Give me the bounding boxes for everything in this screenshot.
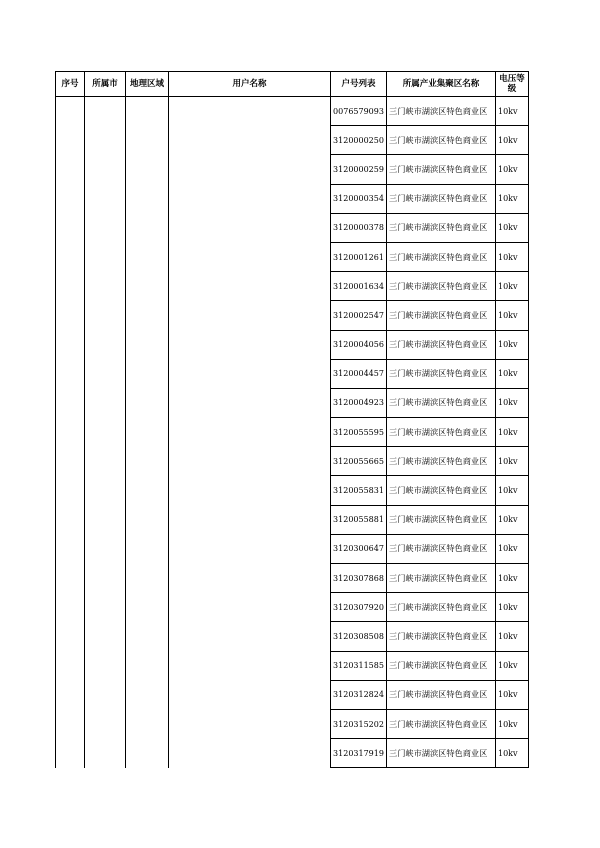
account-number: 3120300647 bbox=[331, 534, 387, 563]
voltage-level: 10kv bbox=[496, 126, 529, 155]
header-user-name: 用户名称 bbox=[169, 72, 331, 97]
voltage-level: 10kv bbox=[496, 242, 529, 271]
account-number: 3120004056 bbox=[331, 330, 387, 359]
account-number: 3120000259 bbox=[331, 155, 387, 184]
park-name: 三门峡市湖滨区特色商业区 bbox=[387, 680, 496, 709]
header-park-name: 所属产业集聚区名称 bbox=[387, 72, 496, 97]
account-number: 3120311585 bbox=[331, 651, 387, 680]
account-number: 3120002547 bbox=[331, 301, 387, 330]
table-row bbox=[56, 97, 529, 126]
voltage-level: 10kv bbox=[496, 97, 529, 126]
account-number: 3120000250 bbox=[331, 126, 387, 155]
account-number: 3120055665 bbox=[331, 447, 387, 476]
park-name: 三门峡市湖滨区特色商业区 bbox=[387, 213, 496, 242]
account-number: 3120312824 bbox=[331, 680, 387, 709]
park-name: 三门峡市湖滨区特色商业区 bbox=[387, 739, 496, 768]
account-number: 3120001261 bbox=[331, 242, 387, 271]
voltage-level: 10kv bbox=[496, 709, 529, 738]
voltage-level: 10kv bbox=[496, 272, 529, 301]
voltage-level: 10kv bbox=[496, 388, 529, 417]
voltage-level: 10kv bbox=[496, 184, 529, 213]
merged-cell-seq bbox=[56, 97, 85, 768]
voltage-level: 10kv bbox=[496, 418, 529, 447]
park-name: 三门峡市湖滨区特色商业区 bbox=[387, 126, 496, 155]
account-list-sheet bbox=[55, 71, 529, 768]
park-name: 三门峡市湖滨区特色商业区 bbox=[387, 301, 496, 330]
park-name: 三门峡市湖滨区特色商业区 bbox=[387, 505, 496, 534]
park-name: 三门峡市湖滨区特色商业区 bbox=[387, 184, 496, 213]
park-name: 三门峡市湖滨区特色商业区 bbox=[387, 418, 496, 447]
voltage-level: 10kv bbox=[496, 155, 529, 184]
voltage-level: 10kv bbox=[496, 593, 529, 622]
merged-cell-region bbox=[126, 97, 169, 768]
merged-cell-user-name bbox=[169, 97, 331, 768]
account-number: 3120004923 bbox=[331, 388, 387, 417]
account-number: 3120307920 bbox=[331, 593, 387, 622]
voltage-level: 10kv bbox=[496, 447, 529, 476]
park-name: 三门峡市湖滨区特色商业区 bbox=[387, 155, 496, 184]
park-name: 三门峡市湖滨区特色商业区 bbox=[387, 564, 496, 593]
voltage-level: 10kv bbox=[496, 651, 529, 680]
park-name: 三门峡市湖滨区特色商业区 bbox=[387, 476, 496, 505]
account-number: 3120000378 bbox=[331, 213, 387, 242]
account-number: 3120055881 bbox=[331, 505, 387, 534]
voltage-level: 10kv bbox=[496, 622, 529, 651]
header-account-list: 户号列表 bbox=[331, 72, 387, 97]
merged-cell-city bbox=[85, 97, 126, 768]
account-number: 3120308508 bbox=[331, 622, 387, 651]
account-number: 0076579093 bbox=[331, 97, 387, 126]
park-name: 三门峡市湖滨区特色商业区 bbox=[387, 97, 496, 126]
header-seq: 序号 bbox=[56, 72, 85, 97]
voltage-level: 10kv bbox=[496, 680, 529, 709]
park-name: 三门峡市湖滨区特色商业区 bbox=[387, 242, 496, 271]
account-number: 3120307868 bbox=[331, 564, 387, 593]
voltage-level: 10kv bbox=[496, 213, 529, 242]
park-name: 三门峡市湖滨区特色商业区 bbox=[387, 330, 496, 359]
account-number: 3120004457 bbox=[331, 359, 387, 388]
account-table bbox=[55, 71, 529, 768]
park-name: 三门峡市湖滨区特色商业区 bbox=[387, 447, 496, 476]
park-name: 三门峡市湖滨区特色商业区 bbox=[387, 534, 496, 563]
account-number: 3120055595 bbox=[331, 418, 387, 447]
voltage-level: 10kv bbox=[496, 564, 529, 593]
voltage-level: 10kv bbox=[496, 476, 529, 505]
park-name: 三门峡市湖滨区特色商业区 bbox=[387, 651, 496, 680]
voltage-level: 10kv bbox=[496, 534, 529, 563]
header-city: 所属市 bbox=[85, 72, 126, 97]
account-number: 3120317919 bbox=[331, 739, 387, 768]
voltage-level: 10kv bbox=[496, 739, 529, 768]
account-number: 3120055831 bbox=[331, 476, 387, 505]
voltage-level: 10kv bbox=[496, 505, 529, 534]
park-name: 三门峡市湖滨区特色商业区 bbox=[387, 359, 496, 388]
park-name: 三门峡市湖滨区特色商业区 bbox=[387, 622, 496, 651]
header-region: 地理区域 bbox=[126, 72, 169, 97]
header-row bbox=[56, 72, 529, 97]
park-name: 三门峡市湖滨区特色商业区 bbox=[387, 593, 496, 622]
voltage-level: 10kv bbox=[496, 301, 529, 330]
voltage-level: 10kv bbox=[496, 330, 529, 359]
account-number: 3120000354 bbox=[331, 184, 387, 213]
account-number: 3120001634 bbox=[331, 272, 387, 301]
account-number: 3120315202 bbox=[331, 709, 387, 738]
voltage-level: 10kv bbox=[496, 359, 529, 388]
header-voltage: 电压等级 bbox=[496, 72, 529, 97]
park-name: 三门峡市湖滨区特色商业区 bbox=[387, 709, 496, 738]
park-name: 三门峡市湖滨区特色商业区 bbox=[387, 272, 496, 301]
park-name: 三门峡市湖滨区特色商业区 bbox=[387, 388, 496, 417]
